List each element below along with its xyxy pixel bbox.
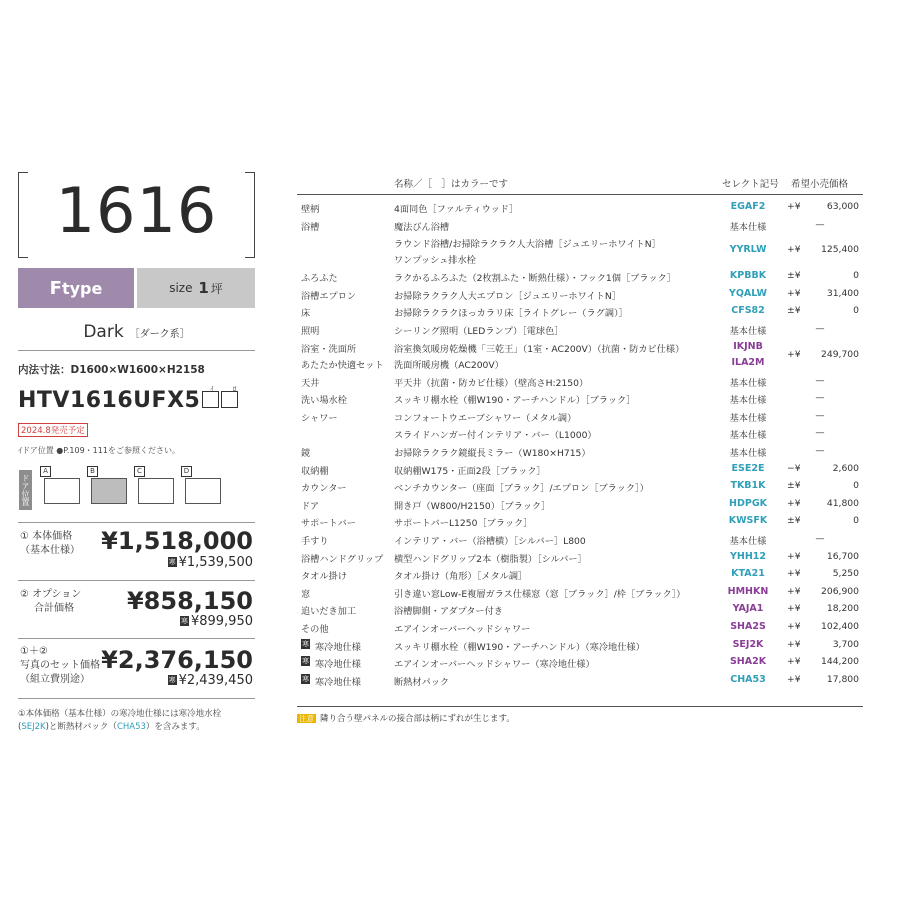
row-price: 2,600 [832,462,859,474]
row-price-sign: +¥ [787,603,801,615]
row-price: 16,700 [826,550,859,562]
table-row [297,600,863,618]
row-price-sign: +¥ [787,287,801,299]
col-header-price: 希望小売価格 [791,179,849,190]
dimensions: 内法寸法：D1600×W1600×H2158 [18,364,205,376]
table-row [297,583,863,601]
row-price-sign: +¥ [787,550,801,562]
door-option-d [181,466,219,494]
row-category: 洗い場水栓 [301,395,347,407]
row-price-dash: — [815,533,825,544]
table-top-rule [297,194,863,195]
ftype-letter: F [49,277,62,299]
row-item-name: スッキリ棚水栓（棚W190・アーチハンドル）［ブラック］ [394,395,636,407]
model-code: HTV1616UFX5 [18,388,201,413]
table-row [297,338,863,372]
row-select-code: TKB1K [730,480,766,492]
model-mark-1: ｲ [210,385,214,393]
option-price-label: ② オプション 合計価格 [20,589,82,614]
table-row [297,477,863,495]
main-price: ¥1,518,000 [101,527,253,555]
row-select-code: EGAF2 [730,201,766,212]
row-price-sign: +¥ [787,656,801,668]
row-basic-spec: 基本仕様 [729,395,767,407]
row-select-code: ESE2E [731,462,765,474]
row-category: 浴槽ハンドグリップ [301,553,384,565]
row-select-code: KPBBK [729,270,767,282]
row-select-code: KTA21 [731,568,765,580]
row-price: 102,400 [821,621,859,632]
row-price-dash: — [815,323,825,334]
row-price-sign: +¥ [787,621,801,632]
row-price-dash: — [815,409,825,421]
row-price: 0 [853,480,859,492]
row-price-sign: +¥ [787,201,801,212]
door-tag-a: A [40,466,51,477]
row-price-sign: +¥ [787,673,801,685]
ftype-word: type [61,278,103,298]
row-price: 249,700 [821,348,859,360]
color-sub: ［ダーク系］ [129,329,190,340]
row-price-sign: ±¥ [787,305,801,317]
row-item-name: 魔法びん浴槽 [394,221,450,233]
row-select-code: YQALW [728,287,768,299]
size-label: size [169,281,193,295]
row-item-name: お掃除ラクラクほっカラリ床［ライトグレー（ラグ調）］ [394,308,628,320]
release-badge: 2024.8発売予定 [18,423,88,437]
row-basic-spec: 基本仕様 [729,412,767,424]
row-item-name: スッキリ棚水栓（棚W190・アーチハンドル）（寒冷地仕様） [394,641,645,653]
row-item-name: 開き戸（W800/H2150）［ブラック］ [394,500,551,512]
row-item-name-line2: 洗面所暖房機（AC200V） [394,359,504,371]
row-price-sign: ±¥ [787,480,801,492]
row-category: 壁柄 [301,204,320,215]
row-item-name: シーリング照明（LEDランプ）［電球色］ [394,326,564,337]
row-price-dash: — [815,445,825,456]
row-category: 追いだき加工 [301,606,357,618]
row-category: 床 [301,308,311,320]
row-select-code: YAJA1 [732,603,764,615]
row-price-sign: +¥ [787,348,801,360]
table-row [297,565,863,583]
table-row [297,198,863,216]
row-item-name: お掃除ラクラク人大エプロン［ジュエリーホワイトN］ [394,290,621,302]
table-row [297,512,863,530]
model-number [18,388,238,413]
row-price: 63,000 [826,201,859,212]
row-category: 窓 [301,588,311,600]
table-row [297,285,863,303]
col-header-code: セレクト記号 [722,179,779,190]
row-price-sign: +¥ [787,568,801,580]
row-price: 125,400 [821,244,859,256]
row-category: ドア [301,500,320,512]
row-item-name: インテリア・バー（浴槽横）［シルバー］L800 [394,536,586,547]
row-item-name: 収納棚W175・正面2段［ブラック］ [394,465,546,477]
table-bottom-rule [297,706,863,707]
table-row [297,495,863,513]
row-price: 18,200 [826,603,859,615]
cold-mark-icon: 寒 [168,676,176,684]
row-price: 0 [853,270,859,282]
divider [18,580,255,581]
row-category: 浴槽エプロン [301,290,357,302]
door-tag-c: C [134,466,145,477]
door-option-b [87,466,125,494]
size-badge [137,268,255,308]
row-item-name: ベンチカウンター（座面［ブラック］/エプロン［ブラック］） [394,483,649,495]
option-cold-price: 寒 ¥899,950 [180,614,253,629]
table-row [297,389,863,407]
row-item-name: 引き違い窓Low-E複層ガラス仕様窓（窓［ブラック］/枠［ブラック］） [394,588,686,600]
row-price-dash: — [815,427,825,439]
cold-mark-icon: 寒 [302,674,309,683]
row-price: 3,700 [832,638,859,650]
row-category: 収納棚 [301,465,329,477]
set-cold-price: 寒 ¥2,439,450 [168,673,253,688]
size-unit: 坪 [210,281,223,296]
set-price: ¥2,376,150 [101,646,253,674]
row-basic-spec: 基本仕様 [729,221,767,233]
row-price: 41,800 [826,497,859,509]
row-price: 17,800 [826,673,859,685]
cold-mark-icon: 寒 [302,657,309,666]
table-row [297,671,863,689]
row-price: 0 [853,305,859,317]
row-price: 206,900 [821,585,859,597]
row-basic-spec: 基本仕様 [729,430,767,442]
row-item-name: ラクかるふろふた（2枚割ふた・断熱仕様）・フック1個［ブラック］ [394,273,676,285]
row-select-code: SEJ2K [732,638,764,650]
row-select-code: SHA2S [730,621,766,632]
row-category: その他 [301,624,329,635]
color-name-row [18,322,255,342]
door-note: ｲドア位置 ●P.109・111をご参照ください。 [18,446,180,455]
cold-mark-icon: 寒 [168,558,176,566]
table-row [297,424,863,442]
table-row [297,618,863,636]
price-footnote: ①本体価格（基本仕様）の寒冷地仕様には寒冷地水栓 (SEJ2K)と断熱材パック（CHA53）を含みます。 [18,709,222,732]
row-category: 浴槽 [301,221,320,233]
row-price-sign: +¥ [787,638,801,650]
row-category: サポートバー [301,518,356,530]
row-price-sign: +¥ [787,497,801,509]
door-tag-d: D [181,466,192,477]
table-row [297,548,863,566]
row-item-name: 浴槽脚側・アダプター付き [394,606,503,618]
ftype-badge [18,268,134,308]
row-price: 31,400 [826,287,859,299]
row-category: 浴室・洗面所 [301,343,357,355]
row-category-line2: あたたか快適セット [301,359,384,371]
row-price: 144,200 [821,656,859,668]
table-row [297,407,863,425]
row-item-name: 横型ハンドグリップ2本（樹脂製）［シルバー］ [394,553,587,565]
row-item-name: 浴室換気暖房乾燥機「三乾王」（1室・AC200V）（抗菌・防カビ仕様） [394,343,685,355]
row-category: 寒冷地仕様 [315,676,361,688]
door-option-c [134,466,172,494]
row-select-code: YHH12 [729,550,766,562]
row-category: 天井 [301,377,320,389]
table-row [297,442,863,460]
row-basic-spec: 基本仕様 [729,326,767,337]
row-select-code: IKJNB [733,340,763,352]
color-name: Dark [83,322,124,342]
table-row [297,636,863,654]
col-header-name: 名称／［ ］はカラーです [394,179,509,190]
row-category: シャワー [301,412,338,424]
row-basic-spec: 基本仕様 [729,377,767,389]
table-row [297,530,863,548]
table-note: 注意 隣り合う壁パネルの接合部は柄にずれが生じます。 [299,714,515,724]
cold-mark-icon: 寒 [302,639,309,648]
note-tag: 注意 [299,714,314,723]
row-price-sign: ±¥ [787,515,801,527]
row-category: ふろふた [301,273,338,285]
row-price-dash: — [815,392,825,404]
model-mark-2: ﾛ [233,385,237,393]
row-item-name: 断熱材パック [394,676,450,688]
row-item-name: エアインオーバーヘッドシャワー [394,624,531,635]
row-price-sign: +¥ [787,244,801,256]
door-tag-b: B [87,466,98,477]
row-select-code: HDPGK [729,497,767,509]
row-item-name: ラウンド浴槽/お掃除ラクラク人大浴槽［ジュエリーホワイトN］ [394,239,661,251]
table-row [297,233,863,267]
cold-mark-icon: 寒 [180,617,188,625]
size-number: 1616 [55,174,218,247]
main-price-label: ① 本体価格 （基本仕様） [20,531,80,556]
door-option-a [40,466,78,494]
row-category: 寒冷地仕様 [315,659,361,671]
row-category: 鏡 [301,448,311,459]
table-row [297,216,863,234]
divider [18,638,255,639]
row-item-name-line2: ワンプッシュ排水栓 [394,255,476,267]
divider [18,522,255,523]
row-price: 5,250 [832,568,859,580]
row-item-name: サポートバーL1250［ブラック］ [394,518,533,530]
table-row [297,302,863,320]
set-price-label: ①＋② 写真のセット価格 （組立費別途） [20,646,100,685]
row-basic-spec: 基本仕様 [729,536,767,547]
row-category: 照明 [301,326,320,337]
row-category: タオル掛け [301,571,347,583]
table-row [297,653,863,671]
table-row [297,267,863,285]
table-row [297,460,863,478]
table-row [297,320,863,338]
main-cold-price: 寒 ¥1,539,500 [168,555,253,570]
row-item-name: 4面同色［ファルティウッド］ [394,204,519,215]
row-category: 手すり [301,536,329,547]
row-select-code: SHA2K [729,656,767,668]
row-item-name: コンフォートウエーブシャワー（メタル調） [394,412,577,424]
row-select-code: CFS82 [731,305,765,317]
size-value: 1 [198,279,209,297]
row-category: 寒冷地仕様 [315,641,361,653]
row-select-code: HMHKN [727,585,769,597]
row-price-dash: — [815,374,825,386]
row-select-code-2: ILA2M [731,356,765,368]
row-category: カウンター [301,483,347,495]
row-price-sign: −¥ [787,462,801,474]
row-item-name: タオル掛け（角形）［メタル調］ [394,571,528,583]
table-row [297,372,863,390]
row-item-name: お掃除ラクラク鏡縦長ミラー（W180×H715） [394,448,591,459]
divider [18,698,255,699]
row-item-name: 平天井（抗菌・防カビ仕様）（壁高さH:2150） [394,377,589,389]
size-number-box [18,172,255,256]
option-price: ¥858,150 [126,587,253,615]
row-item-name: スライドハンガー付インテリア・バー（L1000） [394,430,597,442]
row-select-code: KWSFK [728,515,768,527]
row-price-dash: — [815,218,825,230]
row-price: 0 [853,515,859,527]
row-price-sign: ±¥ [787,270,801,282]
row-select-code: CHA53 [730,673,766,685]
row-basic-spec: 基本仕様 [729,448,767,459]
row-price-sign: +¥ [787,585,801,597]
door-position-label: ドア位置 [19,470,32,510]
row-item-name: エアインオーバーヘッドシャワー（寒冷地仕様） [394,659,595,671]
divider [18,350,255,351]
row-select-code: YYRLW [729,244,767,256]
